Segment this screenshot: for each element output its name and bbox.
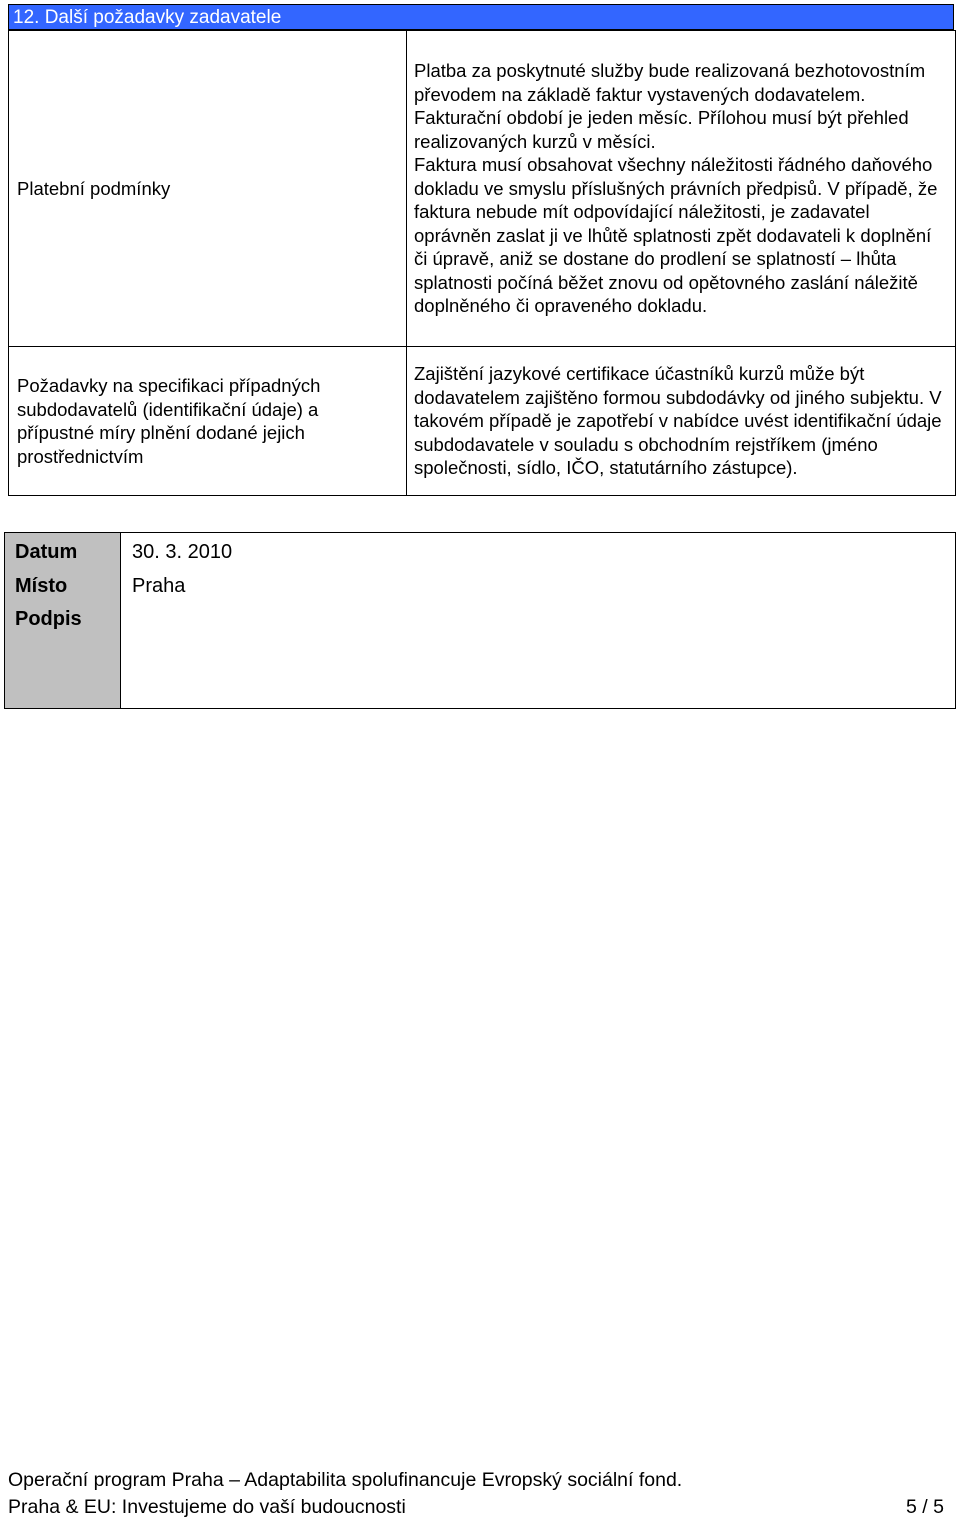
place-value: Praha (132, 575, 186, 597)
requirements-table (8, 30, 956, 496)
requirement-label: Požadavky na specifikaci případných subdodavatelů (identifikační údaje) a přípustné míry plnění dodané jejich prostřednictvím (9, 347, 407, 496)
table-row (9, 347, 956, 496)
paragraph: Fakturační období je jeden měsíc. Přílohou musí být přehled realizovaných kurzů v měsíci. (414, 107, 909, 152)
requirement-value (407, 347, 956, 496)
requirement-value (407, 31, 956, 347)
place-label: Místo (15, 575, 68, 597)
requirement-label: Platební podmínky (9, 31, 407, 347)
signature-block (4, 532, 956, 709)
page-number: 5 / 5 (906, 1496, 944, 1518)
paragraph: Zajištění jazykové certifikace účastníků kurzů může být dodavatelem zajištěno formou subdodávky od jiného subjektu. V takovém případě je zapotřebí v nabídce uvést identifikační údaje subdodavatele v souladu s obchodním rejstříkem (jméno společnosti, sídlo, IČO, statutárního zástupce). (414, 363, 942, 479)
signature-label: Podpis (15, 608, 82, 630)
paragraph: Faktura musí obsahovat všechny náležitosti řádného daňového dokladu ve smyslu příslušných právních předpisů. V případě, že faktura nebude mít odpovídající náležitosti, je zadavatel oprávněn zaslat ji ve lhůtě splatnosti zpět dodavateli k doplnění či úpravě, aniž se dostane do prodlení se splatností – lhůta splatnosti počíná běžet znovu od opětovného zaslání náležitě doplněného či opraveného dokladu. (414, 154, 938, 317)
table-row (9, 31, 956, 347)
paragraph: Platba za poskytnuté služby bude realizovaná bezhotovostním převodem na základě faktur vystavených dodavatelem. (414, 60, 926, 105)
section-title: 12. Další požadavky zadavatele (8, 4, 954, 30)
date-value: 30. 3. 2010 (132, 541, 233, 563)
date-label: Datum (15, 541, 78, 563)
footer-line-1: Operační program Praha – Adaptabilita spolufinancuje Evropský sociální fond. (8, 1469, 683, 1491)
footer-line-2: Praha & EU: Investujeme do vaší budoucnosti (8, 1496, 406, 1518)
